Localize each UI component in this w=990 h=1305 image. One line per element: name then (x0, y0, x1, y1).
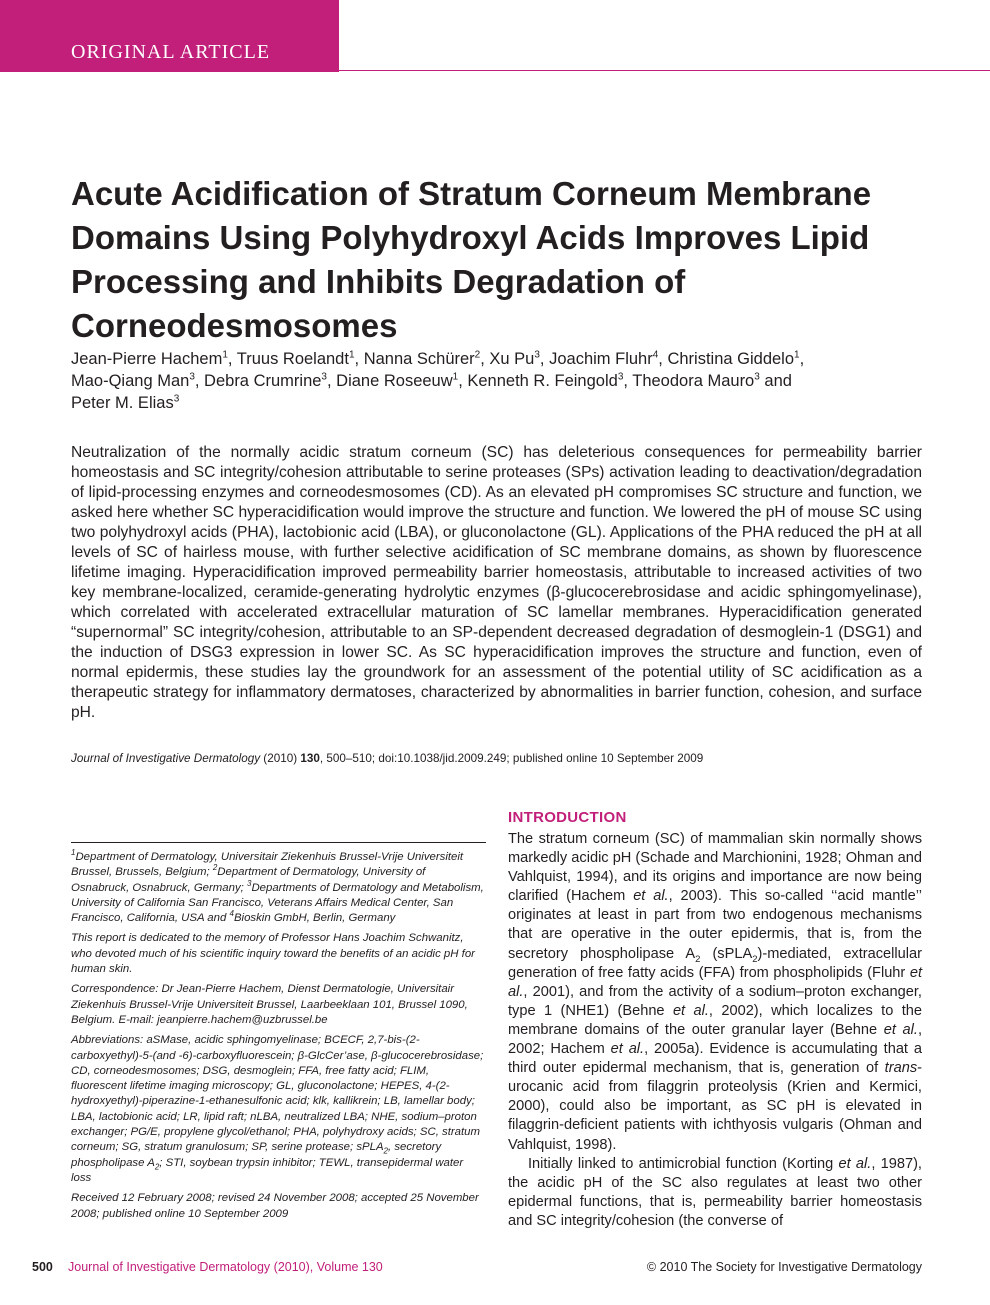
author-separator: , (458, 372, 468, 390)
footnotes (71, 850, 486, 1227)
abbreviations: Abbreviations: aSMase, acidic sphingomyelinase; BCECF, 2,7-bis-(2-carboxyethyl)-5-(and -6)-carboxyfluorescein; β-GlcCer’ase, β-glucocerebrosidase; CD, corneodesmosomes; DSG, desmoglein; FFA, free fatty acid; FLIM, fluorescent lifetime imaging microscopy; GL, gluconolactone; HEPES, 4-(2-hydroxyethyl)-piperazine-1-ethanesulfonic acid; klk, kallikrein; LB, lamellar body; LBA, lactobionic acid; LR, lipid raft; nLBA, neutralized LBA; NHE, sodium–proton exchanger; PG/E, propylene glycol/ethanol; PHA, polyhydroxy acids; SC, stratum corneum; SG, stratum granulosum; SP, serine protease; sPLA$_2$, secretory phospholipase $A_2$; STI, soybean trypsin inhibitor; TEWL, transepidermal water loss (71, 1034, 484, 1184)
author-separator: , (194, 372, 205, 390)
dedication: This report is dedicated to the memory of Professor Hans Joachim Schwanitz, who devoted much of his scientific inquiry toward the benefits of an acidic pH for human skin. (71, 932, 475, 976)
author-separator: , (480, 350, 490, 368)
citation-line (71, 751, 931, 767)
author-affiliation-mark: 4 (652, 349, 659, 361)
author-name: Joachim Fluhr (549, 350, 653, 368)
introduction-body (508, 830, 922, 1231)
author-separator: , (799, 350, 805, 368)
author-affiliation-mark: 1 (794, 349, 800, 361)
author-name: Nanna Schürer (363, 350, 475, 368)
author-separator: , (326, 372, 337, 390)
introduction-heading: INTRODUCTION (508, 809, 627, 826)
author-affiliation-mark: 3 (189, 371, 195, 383)
author-affiliation-mark: 1 (348, 349, 355, 361)
author-name: Xu Pu (489, 350, 535, 368)
author-affiliation-mark: 3 (321, 371, 327, 383)
abstract: Neutralization of the normally acidic stratum corneum (SC) has deleterious consequences for permeability barrier homeostasis and SC integrity/cohesion attributable to serine proteases (SPs) activation leading to deactivation/degradation of lipid-processing enzymes and corneodesmosomes (CD). As an elevated pH compromises SC structure and function, we asked here whether SC hyperacidification would improve the structure and function. We lowered the pH of mouse SC using two polyhydroxyl acids (PHA), lactobionic acid (LBA), or gluconolactone (GL). Applications of the PHA reduced the pH at all levels of SC of hairless mouse, with further selective acidification of SC membrane domains, as shown by fluorescence lifetime imaging. Hyperacidification improved permeability barrier homeostasis, attributable to increased activities of two key membrane-localized, ceramide-generating hydrolytic enzymes (β-glucocerebrosidase and acidic sphingomyelinase), which correlated with accelerated extracellular maturation of SC lamellar membranes. Hyperacidification generated “supernormal” SC integrity/cohesion, attributable to an SP-dependent decreased degradation of desmoglein-1 (DSG1) and the induction of DSG3 expression in lower SC. As SC hyperacidification improves the structure and function, even of normal epidermis, these studies lay the groundwork for an assessment of the potential utility of SC acidification as a therapeutic strategy for inflammatory dermatoses, characterized by abnormalities in barrier function, cohesion, and surface pH. (71, 444, 922, 721)
author-affiliation-mark: 1 (222, 349, 228, 361)
article-title: Acute Acidification of Stratum Corneum Membrane Domains Using Polyhydroxyl Acids Improves Lipid Processing and Inhibits Degradation of Corneodesmosomes (71, 175, 872, 344)
author-name: Christina Giddelo (667, 350, 795, 368)
footnote-rule (71, 842, 486, 843)
article-type-label: ORIGINAL ARTICLE (71, 41, 271, 63)
author-separator: , (539, 350, 550, 368)
intro-paragraph-1: The stratum corneum (SC) of mammalian skin normally shows markedly acidic pH (Schade and Marchionini, 1928; Ohman and Vahlquist, 1994), and its origins and importance are now being clarified (Hachem et al., 2003). This so-called ‘‘acid mantle’’ originates at least in part from two endogenous mechanisms that are operative in the outer epidermis, that is, from the secretory phospholipase $A_2$ (sPLA$_2$)-mediated, extracellular generation of free fatty acids (FFA) from phospholipids (Fluhr et al., 2001), and from the activity of a sodium–proton exchanger, type 1 (NHE1) (Behne et al., 2002), which localizes to the membrane domains of the outer granular layer (Behne et al., 2002; Hachem et al., 2005a). Evidence is accumulating that a third outer epidermal mechanism, that is, generation of trans-urocanic acid from filaggrin proteolysis (Krien and Kermici, 2000), could also be important, as SC pH is elevated in filaggrin-deficient patients with ichthyosis vulgaris (Ohman and Vahlquist, 1998). (508, 831, 923, 1153)
author-separator: , (354, 350, 364, 368)
citation-details: , 500–510; doi:10.1038/jid.2009.249; published online 10 September 2009 (319, 752, 704, 765)
correspondence: Correspondence: Dr Jean-Pierre Hachem, Dienst Dermatologie, Universitair Ziekenhuis Brussel-Vrije Universiteit Brussel, Laarbeeklaan 101, Brussel 1090, Belgium. E-mail: jeanpierre.hachem@uzbrussel.be (71, 983, 468, 1026)
author-separator: and (759, 372, 792, 390)
intro-paragraph-2: Initially linked to antimicrobial function (Korting et al., 1987), the acidic pH of the SC also regulates at least two other epidermal functions, that is, permeability barrier homeostasis and SC integrity/cohesion (the converse of (508, 1155, 922, 1229)
author-separator: , (658, 350, 668, 368)
citation-journal: Journal of Investigative Dermatology (71, 752, 261, 765)
author-affiliation-mark: 3 (617, 371, 624, 383)
author-affiliation-mark: 3 (173, 393, 180, 405)
author-separator: , (623, 372, 633, 390)
author-name: Jean-Pierre Hachem (71, 350, 223, 368)
author-name: Peter M. Elias (71, 394, 174, 412)
page-number: 500 (32, 1260, 53, 1274)
affiliations: $^1$Department of Dermatology, Universitair Ziekenhuis Brussel-Vrije Universiteit Brussel, Brussels, Belgium; $^2$Department of Dermatology, University of Osnabruck, Osnabruck, Germany; $^3$Departments of Dermatology and Metabolism, University of California San Francisco, Veterans Affairs Medical Center, San Francisco, California, USA and $^4$Bioskin GmbH, Berlin, Germany (71, 848, 484, 925)
header-rule (339, 70, 990, 71)
author-separator: , (227, 350, 237, 368)
author-affiliation-mark: 2 (474, 349, 481, 361)
received-dates: Received 12 February 2008; revised 24 November 2008; accepted 25 November 2008; published online 10 September 2009 (71, 1192, 479, 1220)
footer-copyright: © 2010 The Society for Investigative Dermatology (646, 1260, 922, 1274)
author-name: Debra Crumrine (204, 372, 322, 390)
author-name: Mao-Qiang Man (71, 372, 190, 390)
author-name: Kenneth R. Feingold (467, 372, 618, 390)
author-name: Diane Roseeuw (336, 372, 453, 390)
author-affiliation-mark: 1 (452, 371, 459, 383)
footer-journal: Journal of Investigative Dermatology (2010), Volume 130 (68, 1260, 383, 1274)
author-affiliation-mark: 3 (534, 349, 540, 361)
citation-volume: 130 (300, 752, 320, 765)
author-name: Truus Roelandt (236, 350, 349, 368)
citation-year: (2010) (263, 752, 298, 765)
author-name: Theodora Mauro (632, 372, 755, 390)
author-list (71, 348, 931, 414)
author-affiliation-mark: 3 (754, 371, 760, 383)
